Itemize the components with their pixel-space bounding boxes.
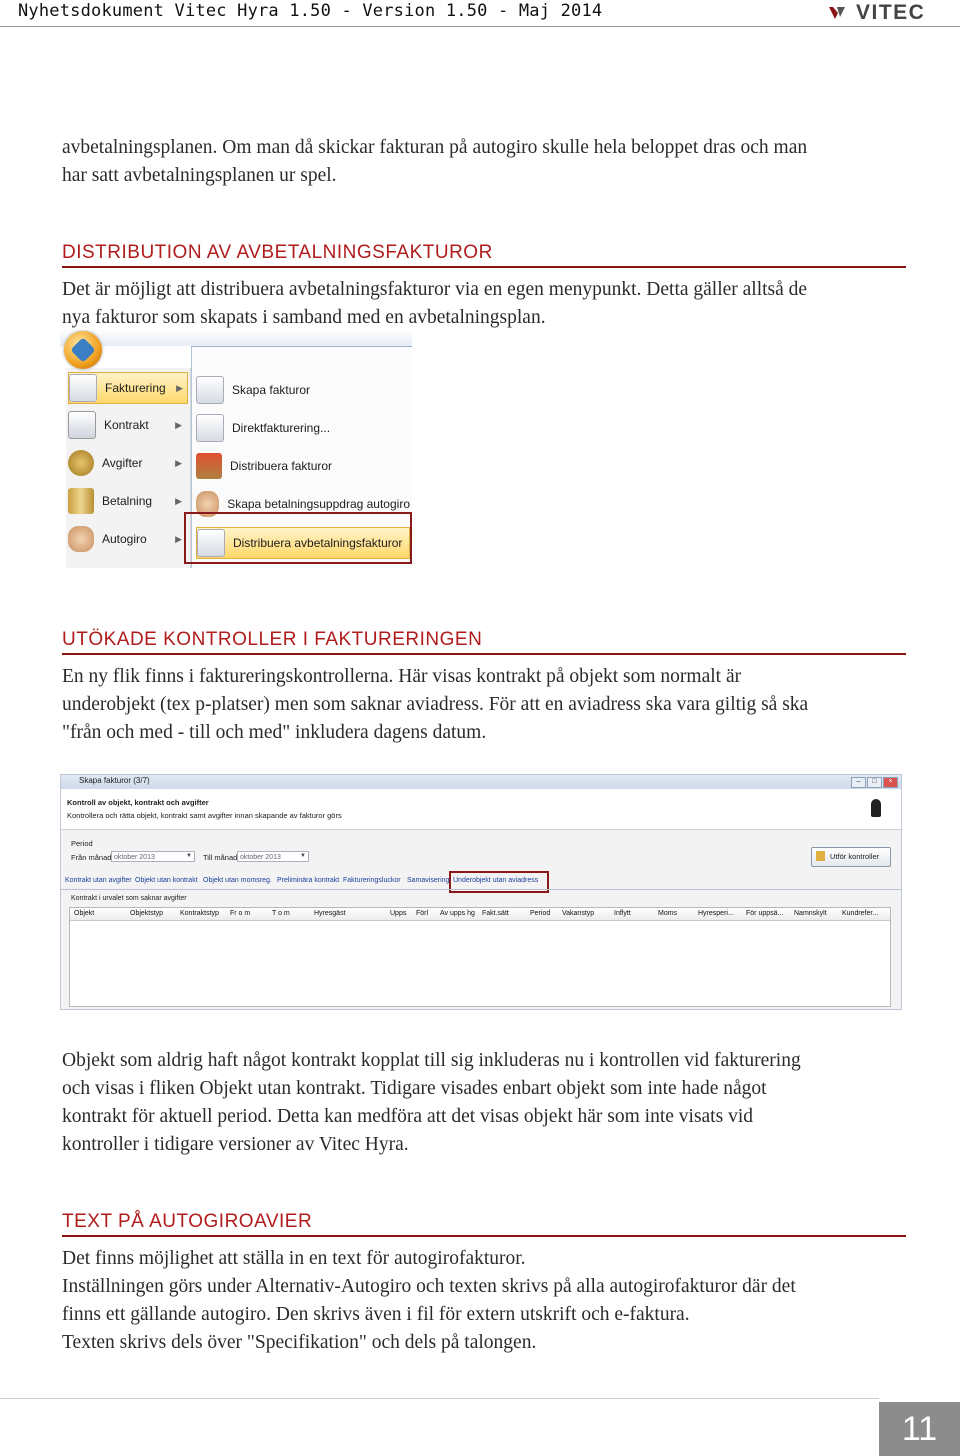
dialog-header: [61, 789, 901, 830]
footer-divider: [0, 1398, 879, 1399]
distribute-box-icon: [196, 453, 222, 479]
run-checks-button[interactable]: [811, 847, 891, 867]
intro-line-1: avbetalningsplanen. Om man då skickar fakturan på autogiro skulle hela beloppet dras och man: [62, 137, 808, 158]
chevron-down-icon: ▼: [300, 853, 306, 859]
section-kontroller-line-1: En ny flik finns i faktureringskontrollerna. Här visas kontrakt på objekt som normalt är: [62, 666, 742, 687]
submenu-label: Direktfakturering...: [232, 421, 331, 435]
tab-samaviseringi[interactable]: Samaviseringi: [407, 877, 451, 884]
section-distribution-line-2: nya fakturor som skapats i samband med en avbetalningsplan.: [62, 307, 546, 328]
money-bag-icon: [68, 450, 94, 476]
to-month-value: oktober 2013: [240, 854, 281, 861]
menu-item-betalning[interactable]: [68, 486, 186, 516]
section-heading-distribution: DISTRIBUTION AV AVBETALNINGSFAKTUROR: [62, 242, 493, 263]
section-autogiro-line-4: Texten skrivs dels över "Specifikation" och dels på talongen.: [62, 1332, 537, 1353]
run-icon: [816, 851, 825, 861]
document-pen-icon: [68, 411, 96, 439]
tab-objekt-utan-kontrakt[interactable]: Objekt utan kontrakt: [135, 877, 198, 884]
chevron-right-icon: ▶: [175, 495, 182, 506]
tab-preliminara-kontrakt[interactable]: Preliminära kontrakt: [277, 877, 340, 884]
section-distribution-line-1: Det är möjligt att distribuera avbetalningsfakturor via en egen menypunkt. Detta gäller alltså de: [62, 279, 808, 300]
intro-line-2: har satt avbetalningsplanen ur spel.: [62, 165, 337, 186]
submenu-direktfakturering[interactable]: [196, 413, 410, 443]
from-month-value: oktober 2013: [114, 854, 155, 861]
chevron-right-icon: ▶: [175, 457, 182, 468]
tab-underobjekt-utan-aviadress[interactable]: Underobjekt utan aviadress: [453, 877, 539, 884]
document-title: Nyhetsdokument Vitec Hyra 1.50 - Version 1.50 - Maj 2014: [18, 1, 603, 21]
chevron-right-icon: ▶: [176, 382, 183, 393]
menu-item-avgifter[interactable]: [68, 448, 186, 478]
tab-kontrakt-utan-avgifter[interactable]: Kontrakt utan avgifter: [65, 877, 132, 884]
menu-item-label: Autogiro: [102, 532, 147, 546]
minimize-icon[interactable]: –: [851, 777, 866, 788]
to-month-label: Till månad: [203, 853, 238, 862]
menu-screenshot: [60, 330, 412, 568]
dialog-subheading: Kontrollera och rätta objekt, kontrakt samt avgifter innan skapande av fakturor görs: [67, 811, 342, 820]
section-autogiro-line-3: finns ett gällande autogiro. Den skrivs även i fil för extern utskrift och e-faktura.: [62, 1304, 690, 1325]
coins-icon: [68, 488, 94, 514]
submenu-label: Distribuera fakturor: [230, 459, 333, 473]
column-header[interactable]: Objekt: [74, 910, 95, 917]
menu-item-fakturering[interactable]: [68, 372, 188, 404]
chevron-right-icon: ▶: [175, 533, 182, 544]
section-kontroller-line-3: "från och med - till och med" inkludera dagens datum.: [62, 722, 487, 743]
vitec-logo-icon: [828, 5, 846, 21]
dialog-titlebar: [61, 775, 901, 789]
column-header[interactable]: Kundrefer...: [842, 910, 879, 917]
column-header[interactable]: Period: [530, 910, 551, 917]
column-header[interactable]: Fakt.sätt: [482, 910, 509, 917]
column-header[interactable]: Hyresperi...: [698, 910, 734, 917]
paragraph-objekt-line-4: kontroller i tidigare versioner av Vitec Hyra.: [62, 1134, 409, 1155]
menu-item-kontrakt[interactable]: [68, 410, 186, 440]
menu-item-label: Betalning: [102, 494, 153, 508]
column-header[interactable]: Fr o m: [230, 910, 251, 917]
period-label: Period: [71, 839, 93, 848]
section-heading-autogiroavier: TEXT PÅ AUTOGIROAVIER: [62, 1211, 313, 1232]
paragraph-objekt-line-1: Objekt som aldrig haft något kontrakt kopplat till sig inkluderas nu i kontrollen vid fakturering: [62, 1050, 801, 1071]
envelope-icon: [196, 376, 224, 404]
tab-objekt-utan-momsreg[interactable]: Objekt utan momsreg.: [203, 877, 272, 884]
section-rule: [62, 1235, 906, 1237]
column-header[interactable]: Av upps hg: [440, 910, 475, 917]
handshake-icon: [68, 526, 94, 552]
dialog-screenshot: [60, 774, 902, 1010]
column-header[interactable]: Kontraktstyp: [180, 910, 219, 917]
envelope-pen-icon: [196, 414, 224, 442]
grid-caption: Kontrakt i urvalet som saknar avgifter: [71, 895, 187, 902]
tab-faktureringsluckor[interactable]: Faktureringsluckor: [343, 877, 401, 884]
menu-left-panel: [66, 368, 191, 568]
section-heading-kontroller: UTÖKADE KONTROLLER I FAKTURERINGEN: [62, 629, 483, 650]
submenu-label: Skapa fakturor: [232, 383, 311, 397]
application-orb-icon[interactable]: [64, 331, 102, 369]
grid-header-row: [70, 908, 890, 921]
section-rule: [62, 653, 906, 655]
column-header[interactable]: Inflytt: [614, 910, 631, 917]
from-month-select[interactable]: [111, 851, 195, 862]
close-icon[interactable]: ×: [883, 777, 898, 788]
column-header[interactable]: Upps: [390, 910, 407, 917]
chevron-down-icon: ▼: [186, 853, 192, 859]
column-header[interactable]: T o m: [272, 910, 290, 917]
section-autogiro-line-1: Det finns möjlighet att ställa in en text för autogirofakturor.: [62, 1248, 526, 1269]
column-header[interactable]: Moms: [658, 910, 678, 917]
menu-item-autogiro[interactable]: [68, 524, 186, 554]
paragraph-objekt-line-3: kontrakt för aktuell period. Detta kan medföra att det visas objekt här som inte visats vid: [62, 1106, 753, 1127]
envelope-icon: [69, 374, 97, 402]
run-checks-label: Utför kontroller: [830, 852, 880, 861]
column-header[interactable]: Namnskylt: [794, 910, 827, 917]
column-header[interactable]: Objektstyp: [130, 910, 164, 917]
maximize-icon[interactable]: □: [867, 777, 882, 788]
paragraph-objekt-line-2: och visas i fliken Objekt utan kontrakt. Tidigare visades enbart objekt som inte hade något: [62, 1078, 767, 1099]
submenu-label: Skapa betalningsuppdrag autogiro: [227, 497, 410, 511]
menu-item-label: Kontrakt: [104, 418, 149, 432]
logo-text: VITEC: [856, 1, 926, 24]
menu-item-label: Fakturering: [105, 381, 166, 395]
page-number: 11: [879, 1402, 960, 1456]
section-rule: [62, 266, 906, 268]
submenu-skapa-fakturor[interactable]: [196, 375, 410, 405]
vitec-logo: [828, 2, 925, 24]
submenu-distribuera-fakturor[interactable]: [196, 451, 410, 481]
highlight-box: [184, 512, 412, 564]
submenu-label: Distribuera avbetalningsfakturor: [233, 536, 403, 550]
dialog-heading: Kontroll av objekt, kontrakt och avgifter: [67, 798, 209, 807]
section-autogiro-line-2: Inställningen görs under Alternativ-Autogiro och texten skrivs på alla autogirofakturor där det: [62, 1276, 796, 1297]
dialog-title: Skapa fakturor (3/7): [79, 776, 150, 785]
section-kontroller-line-2: underobjekt (tex p-platser) men som saknar aviadress. För att en aviadress ska vara giltig så ska: [62, 694, 809, 715]
column-header[interactable]: Hyresgäst: [314, 910, 346, 917]
data-grid[interactable]: [69, 907, 891, 1007]
menu-item-label: Avgifter: [102, 456, 143, 470]
tab-strip-border: [61, 889, 901, 890]
from-month-label: Från månad: [71, 853, 112, 862]
to-month-select[interactable]: [237, 851, 309, 862]
chevron-right-icon: ▶: [175, 419, 182, 430]
column-header[interactable]: Förl: [416, 910, 429, 917]
person-icon: [871, 799, 881, 817]
header-divider: [0, 26, 960, 27]
page-header: [0, 0, 960, 26]
column-header[interactable]: För uppsä...: [746, 910, 784, 917]
menu-titlebar: [60, 330, 412, 346]
column-header[interactable]: Vakanstyp: [562, 910, 595, 917]
